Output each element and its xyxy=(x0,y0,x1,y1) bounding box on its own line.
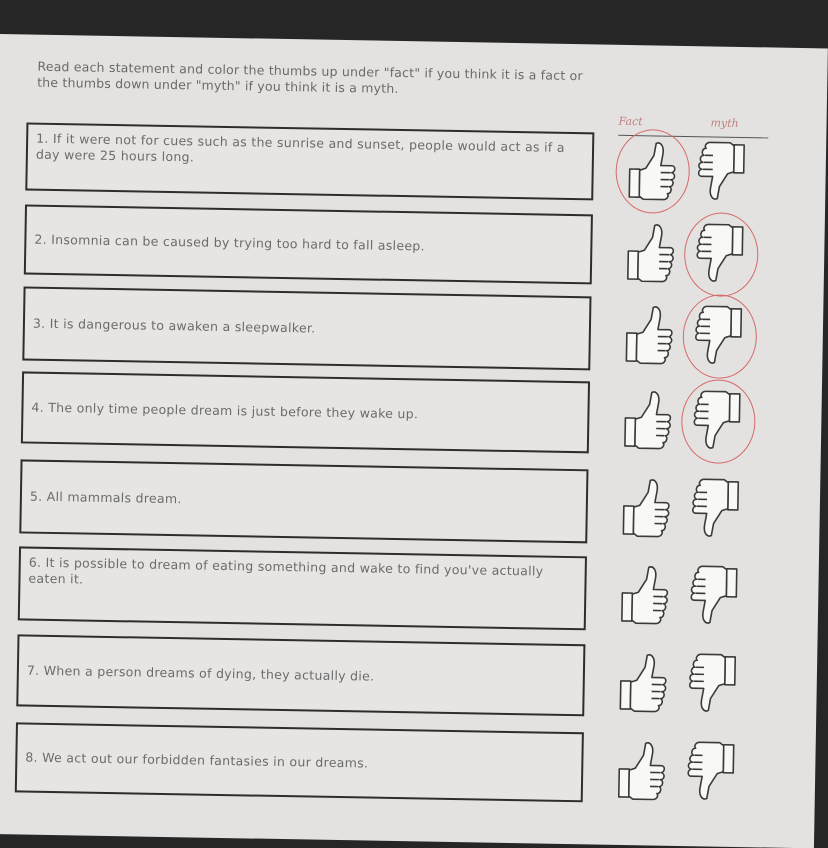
statement-box xyxy=(24,204,593,284)
statement-text: 2. Insomnia can be caused by trying too hard to fall asleep. xyxy=(34,231,426,254)
thumbs-up-icon[interactable] xyxy=(622,303,673,366)
statement-text: 8. We act out our forbidden fantasies in our dreams. xyxy=(25,749,369,771)
thumbs-up-icon[interactable] xyxy=(621,388,672,451)
thumbs-up-icon[interactable] xyxy=(618,563,669,626)
instructions-text: Read each statement and color the thumbs up under "fact" if you think it is a fact or the thumbs down under "myth" if you think it is a myth. xyxy=(37,58,583,96)
thumbs-down-icon[interactable] xyxy=(691,477,742,540)
statement-box xyxy=(18,546,587,630)
myth-column-label: myth xyxy=(710,116,739,130)
thumbs-up-icon[interactable] xyxy=(619,476,670,539)
statement-box xyxy=(21,371,590,453)
red-answer-circle xyxy=(681,379,756,464)
statement-text: 7. When a person dreams of dying, they actually die. xyxy=(26,662,375,684)
red-answer-circle xyxy=(615,129,690,214)
thumbs-down-icon[interactable] xyxy=(690,564,741,627)
statement-text: 4. The only time people dream is just before they wake up. xyxy=(31,399,419,422)
statement-box xyxy=(19,459,588,543)
red-answer-circle xyxy=(684,212,759,297)
statement-text: 5. All mammals dream. xyxy=(29,488,182,507)
worksheet-page xyxy=(0,34,828,848)
red-answer-circle xyxy=(682,294,757,379)
statement-box xyxy=(25,122,594,200)
statement-text: 1. If it were not for cues such as the sunrise and sunset, people would act as if a day were 25 hours long. xyxy=(35,130,565,165)
thumbs-up-icon[interactable] xyxy=(615,739,666,802)
statement-text: 6. It is possible to dream of eating something and wake to find you've actually eaten it. xyxy=(28,554,544,587)
statement-box xyxy=(16,634,585,716)
fact-column-label: Fact xyxy=(618,114,643,129)
thumbs-down-icon[interactable] xyxy=(688,652,739,715)
thumbs-up-icon[interactable] xyxy=(624,221,675,284)
thumbs-up-icon[interactable] xyxy=(616,651,667,714)
statement-box xyxy=(15,722,584,802)
statement-box xyxy=(22,286,591,370)
statement-text: 3. It is dangerous to awaken a sleepwalker. xyxy=(32,315,316,336)
thumbs-down-icon[interactable] xyxy=(687,740,738,803)
thumbs-down-icon[interactable] xyxy=(697,140,748,203)
